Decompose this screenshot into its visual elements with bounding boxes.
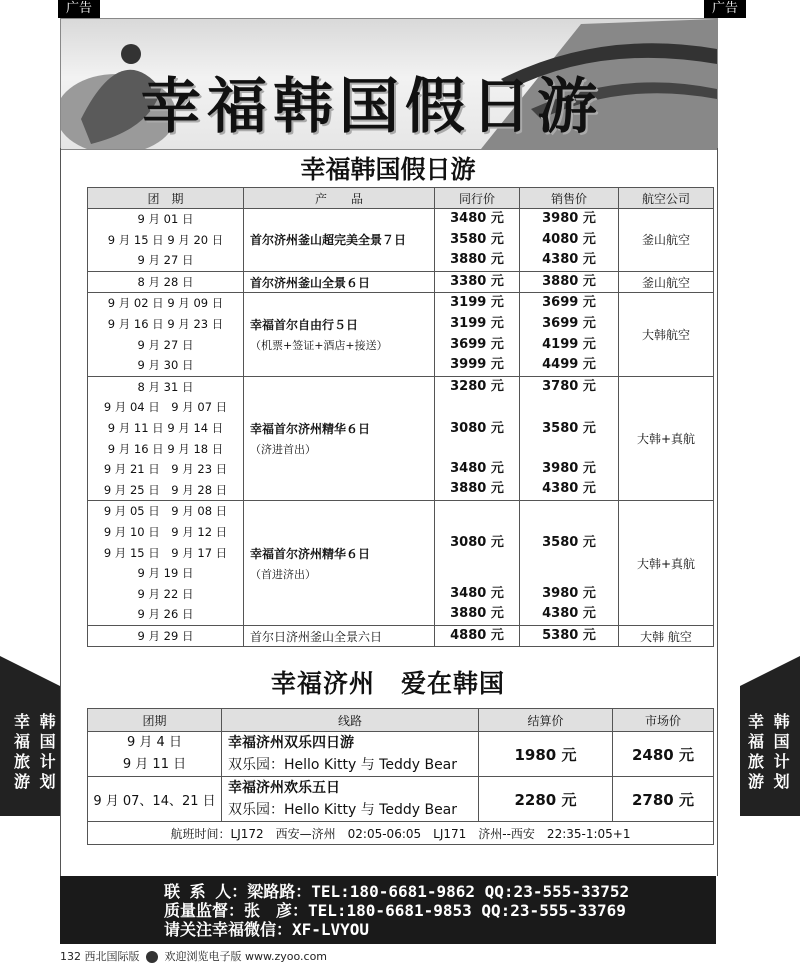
row-peer-price: 3199 元 3199 元 3699 元 3999 元 (435, 293, 520, 376)
row-sale-price: 3699 元 3699 元 4199 元 4499 元 (520, 293, 619, 376)
col-header-peer-price: 同行价 (435, 188, 520, 209)
row-sale-price: 3980 元 4080 元 4380 元 (520, 209, 619, 272)
table-row (88, 293, 714, 376)
side-label-left: 幸 韩 福 国 旅 计 游 划 (14, 712, 58, 791)
side-label-right: 幸 韩 福 国 旅 计 游 划 (748, 712, 792, 791)
table-row (88, 822, 714, 845)
col-header-product: 产 品 (244, 188, 435, 209)
row-airline: 釜山航空 (619, 271, 714, 293)
row-product: 首尔日济州釜山全景六日 (244, 625, 435, 647)
row-market-price: 2480 元 (613, 732, 714, 777)
row-dates: 9 月 01 日 9 月 15 日 9 月 20 日 9 月 27 日 (88, 209, 244, 272)
logo-icon (146, 951, 158, 963)
row-product: 幸福首尔自由行５日 （机票+签证+酒店+接送） (244, 293, 435, 376)
row-settle-price: 1980 元 (479, 732, 613, 777)
row-dates: 8 月 31 日 9 月 04 日 9 月 07 日 9 月 11 日 9 月 14 日 9 月 16 日 9 月 18 日 9 月 21 日 9 月 23 日 9 月 25 日 9 月 28 日 (88, 376, 244, 501)
row-dates: 9 月 07、14、21 日 (88, 777, 222, 822)
page-number: 132 (60, 950, 81, 963)
row-peer-price: 3080 元 3480 元 3880 元 (435, 501, 520, 626)
col-header-airline: 航空公司 (619, 188, 714, 209)
col-header-sale-price: 销售价 (520, 188, 619, 209)
col-header-dates: 团 期 (88, 188, 244, 209)
section2-title: 幸福济州 爱在韩国 (270, 669, 505, 698)
table-row (88, 732, 714, 777)
welcome-text: 欢迎浏览电子版 www.zyoo.com (164, 950, 328, 963)
row-product: 幸福首尔济州精华６日 （首进济出） (244, 501, 435, 626)
contact-line: 联 系 人：梁路路：TEL:180-6681-9862 QQ:23-555-33752 (164, 882, 630, 901)
row-sale-price: 3880 元 (520, 271, 619, 293)
ad-label-left: 广告 (58, 0, 100, 18)
table-header (88, 188, 714, 209)
row-dates: 9 月 02 日 9 月 09 日 9 月 16 日 9 月 23 日 9 月 27 日 9 月 30 日 (88, 293, 244, 376)
row-route: 幸福济州双乐四日游 双乐园：Hello Kitty 与 Teddy Bear (222, 732, 479, 777)
edition-label: 西北国际版 (84, 950, 140, 963)
tour-table (87, 187, 714, 647)
row-dates: 9 月 29 日 (88, 625, 244, 647)
table-row (88, 777, 714, 822)
row-settle-price: 2280 元 (479, 777, 613, 822)
supervision-line: 质量监督：张 彦：TEL:180-6681-9853 QQ:23-555-33769 (164, 901, 626, 920)
row-product: 首尔济州釜山超完美全景７日 (244, 209, 435, 272)
row-product: 幸福首尔济州精华６日 （济进首出） (244, 376, 435, 501)
table-row (88, 376, 714, 501)
row-sale-price: 5380 元 (520, 625, 619, 647)
table-row (88, 625, 714, 647)
row-sale-price: 3780 元 3580 元 3980 元 4380 元 (520, 376, 619, 501)
row-airline: 大韩航空 (619, 293, 714, 376)
row-airline: 大韩+真航 (619, 376, 714, 501)
col-header-route: 线路 (222, 709, 479, 732)
row-airline: 大韩 航空 (619, 625, 714, 647)
col-header-dates: 团期 (88, 709, 222, 732)
col-header-settle-price: 结算价 (479, 709, 613, 732)
row-sale-price: 3580 元 3980 元 4380 元 (520, 501, 619, 626)
contact-footer (60, 876, 716, 944)
table-row (88, 271, 714, 293)
banner-title: 幸福韩国假日游 (141, 72, 603, 142)
row-peer-price: 3480 元 3580 元 3880 元 (435, 209, 520, 272)
ad-label-right: 广告 (704, 0, 746, 18)
flight-note: 航班时间：LJ172 西安—济州 02:05-06:05 LJ171 济州--西安 22:35-1:05+1 (88, 822, 714, 845)
row-peer-price: 3380 元 (435, 271, 520, 293)
row-market-price: 2780 元 (613, 777, 714, 822)
row-airline: 大韩+真航 (619, 501, 714, 626)
col-header-market-price: 市场价 (613, 709, 714, 732)
row-dates: 9 月 05 日 9 月 08 日 9 月 10 日 9 月 12 日 9 月 15 日 9 月 17 日 9 月 19 日 9 月 22 日 9 月 26 日 (88, 501, 244, 626)
row-product: 首尔济州釜山全景６日 (244, 271, 435, 293)
banner (60, 18, 718, 150)
table-row (88, 501, 714, 626)
row-airline: 釜山航空 (619, 209, 714, 272)
page-footer (60, 948, 327, 964)
wechat-line: 请关注幸福微信：XF-LVYOU (164, 920, 370, 939)
row-dates: 8 月 28 日 (88, 271, 244, 293)
row-dates: 9 月 4 日 9 月 11 日 (88, 732, 222, 777)
row-peer-price: 4880 元 (435, 625, 520, 647)
table-row (88, 209, 714, 272)
row-peer-price: 3280 元 3080 元 3480 元 3880 元 (435, 376, 520, 501)
row-route: 幸福济州欢乐五日 双乐园：Hello Kitty 与 Teddy Bear (222, 777, 479, 822)
table-header (88, 709, 714, 732)
section1-title: 幸福韩国假日游 (300, 155, 476, 184)
jeju-table (87, 708, 714, 845)
